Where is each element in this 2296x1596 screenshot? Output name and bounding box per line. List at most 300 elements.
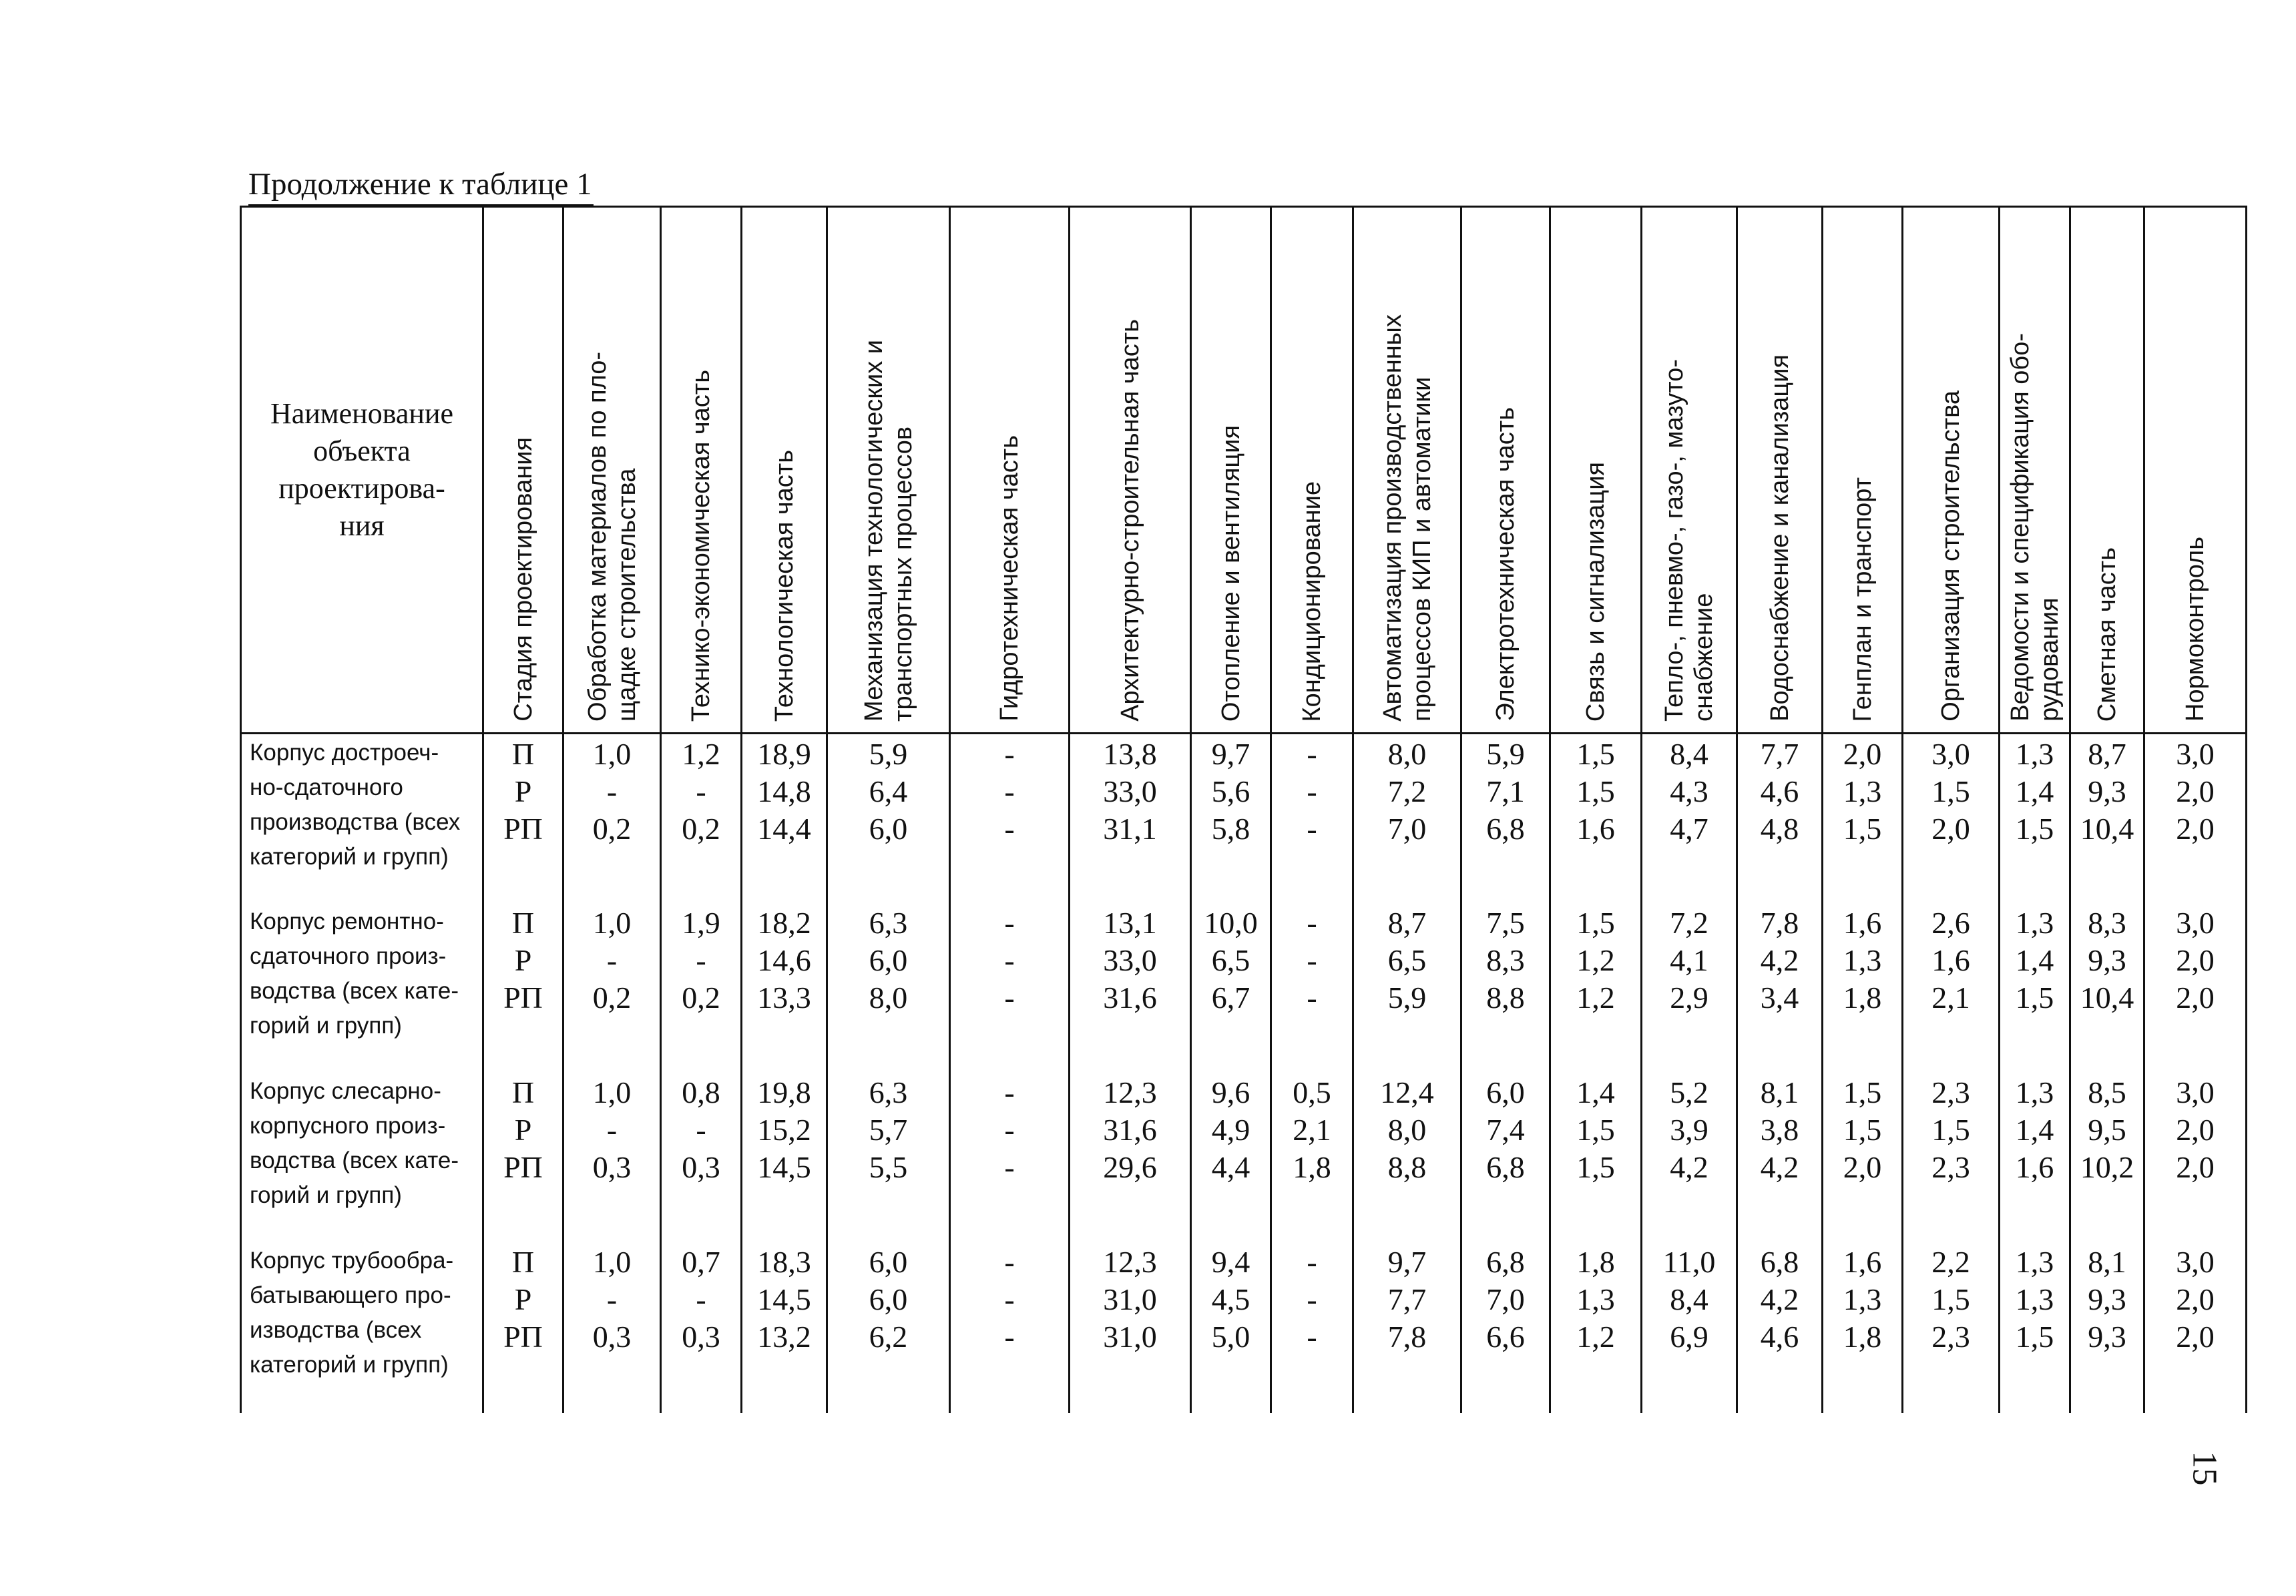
cell-value: -	[1004, 1282, 1015, 1316]
cell-value: 8,7	[2088, 737, 2126, 771]
value-cell	[2144, 1242, 2247, 1413]
cell-value: 13,3	[757, 980, 811, 1015]
value-cell	[2070, 1242, 2144, 1413]
object-name-line: Корпус трубообра-	[250, 1247, 454, 1274]
cell-value: 1,3	[2015, 737, 2054, 771]
stage-value: РП	[503, 1149, 543, 1184]
object-name-cell	[241, 1242, 483, 1413]
header-label: Водоснабжение и канализация	[1765, 354, 1794, 722]
value-cell	[1642, 734, 1737, 903]
value-cell	[1737, 1242, 1823, 1413]
cell-value: 5,9	[1387, 980, 1427, 1015]
header-label: Электротехническая часть	[1491, 407, 1520, 722]
cell-value: 8,8	[1387, 1149, 1427, 1184]
cell-value: 6,3	[869, 905, 908, 940]
table-caption: Продолжение к таблице 1	[248, 164, 594, 206]
object-name-line: производства (всех	[250, 809, 461, 835]
cell-value: 4,6	[1760, 774, 1799, 808]
cell-value: 6,8	[1760, 1244, 1799, 1279]
value-cell	[1823, 1242, 1903, 1413]
cell-value: 3,0	[2176, 1075, 2215, 1109]
cell-value: -	[606, 943, 618, 977]
cell-value: -	[1004, 1149, 1015, 1184]
cell-value: 9,4	[1211, 1244, 1250, 1279]
cell-value: 1,4	[1576, 1075, 1615, 1109]
cell-value: 0,2	[682, 980, 720, 1015]
cell-value: 2,0	[2176, 774, 2215, 808]
cell-value: -	[1307, 980, 1317, 1015]
object-name-line: батывающего про-	[250, 1282, 451, 1308]
cell-value: -	[696, 943, 706, 977]
stage-cell	[483, 734, 563, 903]
cell-value: -	[1307, 812, 1317, 846]
cell-value: 18,3	[757, 1244, 811, 1279]
header-row	[241, 207, 2247, 734]
cell-value: 6,8	[1486, 812, 1525, 846]
value-cell	[661, 1242, 742, 1413]
cell-value: 1,3	[1843, 1282, 1882, 1316]
header-label: Нормоконтроль	[2181, 537, 2209, 722]
header-estimate	[2070, 207, 2144, 734]
cell-value: 1,3	[2015, 1244, 2054, 1279]
header-label: Сметная часть	[2093, 547, 2121, 722]
value-cell	[1823, 903, 1903, 1073]
cell-value: 13,1	[1103, 905, 1157, 940]
cell-value: 2,0	[2176, 1319, 2215, 1354]
value-cell	[1737, 734, 1823, 903]
value-cell	[1550, 903, 1642, 1073]
cell-value: 1,0	[592, 1244, 632, 1279]
cell-value: 4,1	[1670, 943, 1708, 977]
stage-value: РП	[503, 812, 543, 846]
cell-value: 9,7	[1387, 1244, 1427, 1279]
cell-value: 4,7	[1670, 812, 1708, 846]
header-technological	[742, 207, 827, 734]
value-cell	[2070, 1073, 2144, 1242]
object-name-line: Корпус достроеч-	[250, 740, 439, 766]
cell-value: 14,5	[757, 1282, 811, 1316]
value-cell	[661, 734, 742, 903]
cell-value: 33,0	[1103, 943, 1157, 977]
cell-value: 0,3	[682, 1319, 720, 1354]
value-cell	[2000, 1073, 2070, 1242]
value-cell	[2000, 734, 2070, 903]
cell-value: 1,6	[1843, 905, 1882, 940]
stage-cell	[483, 1242, 563, 1413]
object-name-line: Корпус ремонтно-	[250, 908, 444, 935]
object-name-cell	[241, 903, 483, 1073]
cell-value: 4,4	[1211, 1149, 1250, 1184]
object-name-line: корпусного произ-	[250, 1112, 446, 1139]
value-cell	[661, 903, 742, 1073]
cell-value: 6,6	[1486, 1319, 1525, 1354]
cell-value: 9,3	[2088, 943, 2126, 977]
value-cell	[1191, 734, 1271, 903]
header-mechanization	[827, 207, 950, 734]
header-architecture	[1070, 207, 1191, 734]
value-cell	[1642, 1242, 1737, 1413]
cell-value: 0,5	[1293, 1075, 1331, 1109]
cell-value: -	[1004, 1319, 1015, 1354]
cell-value: 7,2	[1387, 774, 1427, 808]
object-name-line: категорий и групп)	[250, 844, 449, 870]
cell-value: 4,8	[1760, 812, 1799, 846]
cell-value: -	[1307, 1319, 1317, 1354]
cell-value: -	[606, 1112, 618, 1147]
cell-value: 3,0	[2176, 905, 2215, 940]
cell-value: 1,2	[1576, 943, 1615, 977]
value-cell	[563, 1242, 661, 1413]
value-cell	[1353, 1073, 1461, 1242]
cell-value: -	[1004, 905, 1015, 940]
stage-value: П	[511, 905, 535, 940]
header-materials	[563, 207, 661, 734]
value-cell	[1642, 1073, 1737, 1242]
cell-value: 9,3	[2088, 774, 2126, 808]
cell-value: -	[1004, 1075, 1015, 1109]
cell-value: 2,0	[2176, 1112, 2215, 1147]
header-name-line: объекта	[313, 435, 411, 467]
cell-value: 1,4	[2015, 943, 2054, 977]
value-cell	[2144, 1073, 2247, 1242]
cell-value: 2,0	[2176, 1149, 2215, 1184]
cell-value: 7,8	[1387, 1319, 1427, 1354]
cell-value: 1,3	[1843, 774, 1882, 808]
value-cell	[1823, 1073, 1903, 1242]
value-cell	[1461, 1073, 1550, 1242]
cell-value: 31,6	[1103, 980, 1157, 1015]
value-cell	[1191, 1073, 1271, 1242]
cell-value: 12,4	[1380, 1075, 1434, 1109]
cell-value: 15,2	[757, 1112, 811, 1147]
value-cell	[1461, 903, 1550, 1073]
cell-value: 4,3	[1670, 774, 1708, 808]
cell-value: 4,2	[1760, 1149, 1799, 1184]
cell-value: -	[1004, 1112, 1015, 1147]
cell-value: 33,0	[1103, 774, 1157, 808]
table-row	[241, 1073, 2247, 1242]
cell-value: 9,7	[1211, 737, 1250, 771]
value-cell	[2070, 734, 2144, 903]
cell-value: 5,9	[1486, 737, 1525, 771]
cell-value: -	[1307, 774, 1317, 808]
cell-value: 1,6	[1576, 812, 1615, 846]
cell-value: 2,0	[2176, 980, 2215, 1015]
cell-value: 6,5	[1211, 943, 1250, 977]
cell-value: 1,0	[592, 905, 632, 940]
cell-value: 3,0	[1931, 737, 1970, 771]
cell-value: 8,0	[1387, 737, 1427, 771]
value-cell	[563, 734, 661, 903]
cell-value: -	[696, 1112, 706, 1147]
value-cell	[1070, 734, 1191, 903]
cell-value: 1,3	[2015, 1282, 2054, 1316]
cell-value: 19,8	[757, 1075, 811, 1109]
cell-value: 8,7	[1387, 905, 1427, 940]
header-label: Технико-экономическая часть	[687, 369, 715, 722]
cell-value: 1,4	[2015, 774, 2054, 808]
header-label: Организация строительства	[1937, 390, 1965, 722]
cell-value: 31,1	[1103, 812, 1157, 846]
value-cell	[2000, 903, 2070, 1073]
value-cell	[950, 903, 1070, 1073]
cell-value: 4,5	[1211, 1282, 1250, 1316]
header-label: Связь и сигнализация	[1582, 461, 1610, 722]
cell-value: 7,8	[1760, 905, 1799, 940]
value-cell	[1550, 1242, 1642, 1413]
value-cell	[1191, 903, 1271, 1073]
cell-value: 8,3	[2088, 905, 2126, 940]
header-heat-supply	[1642, 207, 1737, 734]
cell-value: 14,4	[757, 812, 811, 846]
cell-value: 3,9	[1670, 1112, 1708, 1147]
cell-value: 0,8	[682, 1075, 720, 1109]
cell-value: 31,0	[1103, 1282, 1157, 1316]
cell-value: -	[1307, 1282, 1317, 1316]
value-cell	[2070, 903, 2144, 1073]
cell-value: 0,3	[592, 1149, 632, 1184]
value-cell	[1271, 1242, 1353, 1413]
cell-value: -	[606, 774, 618, 808]
cell-value: 14,5	[757, 1149, 811, 1184]
cell-value: 6,0	[1486, 1075, 1525, 1109]
value-cell	[2144, 734, 2247, 903]
value-cell	[1737, 903, 1823, 1073]
cell-value: 1,5	[1931, 1112, 1970, 1147]
header-norm-control	[2144, 207, 2247, 734]
cell-value: 1,5	[1843, 812, 1882, 846]
cell-value: 1,5	[1576, 774, 1615, 808]
cell-value: 3,8	[1760, 1112, 1799, 1147]
cell-value: 0,3	[682, 1149, 720, 1184]
cell-value: 6,0	[869, 812, 908, 846]
page-number: 15	[2185, 1450, 2224, 1486]
cell-value: 1,2	[1576, 1319, 1615, 1354]
cell-value: 1,3	[1843, 943, 1882, 977]
value-cell	[742, 1073, 827, 1242]
value-cell	[950, 1242, 1070, 1413]
header-label: Обработка материалов по пло- щадке строительства	[583, 352, 641, 722]
cell-value: 1,5	[1576, 737, 1615, 771]
value-cell	[1271, 1073, 1353, 1242]
value-cell	[1070, 903, 1191, 1073]
object-name-line: водства (всех кате-	[250, 1147, 459, 1173]
cell-value: 6,4	[869, 774, 908, 808]
stage-cell	[483, 903, 563, 1073]
cell-value: 1,3	[1576, 1282, 1615, 1316]
header-name-line: ния	[339, 509, 385, 542]
cell-value: 6,3	[869, 1075, 908, 1109]
value-cell	[1271, 734, 1353, 903]
value-cell	[1353, 1242, 1461, 1413]
value-cell	[1550, 1073, 1642, 1242]
cell-value: 10,2	[2080, 1149, 2134, 1184]
cell-value: -	[1307, 737, 1317, 771]
cell-value: 6,8	[1486, 1244, 1525, 1279]
value-cell	[1353, 903, 1461, 1073]
cell-value: 5,7	[869, 1112, 908, 1147]
cell-value: 8,0	[1387, 1112, 1427, 1147]
cell-value: 0,7	[682, 1244, 720, 1279]
cell-value: -	[1307, 905, 1317, 940]
cell-value: 1,8	[1843, 1319, 1882, 1354]
value-cell	[1271, 903, 1353, 1073]
cell-value: 5,5	[869, 1149, 908, 1184]
cell-value: 1,5	[1931, 1282, 1970, 1316]
cell-value: 7,1	[1486, 774, 1525, 808]
cell-value: 2,0	[2176, 1282, 2215, 1316]
value-cell	[1642, 903, 1737, 1073]
cell-value: 0,2	[682, 812, 720, 846]
value-cell	[1823, 734, 1903, 903]
cell-value: 10,4	[2080, 812, 2134, 846]
header-label: Отопление и вентиляция	[1216, 425, 1245, 722]
cell-value: 4,2	[1760, 1282, 1799, 1316]
table-row	[241, 903, 2247, 1073]
cell-value: 1,5	[2015, 812, 2054, 846]
stage-value: Р	[514, 1112, 532, 1147]
header-label: Архитектурно-строительная часть	[1116, 319, 1144, 722]
cell-value: 6,7	[1211, 980, 1250, 1015]
cell-value: 10,4	[2080, 980, 2134, 1015]
header-heating	[1191, 207, 1271, 734]
cell-value: 14,8	[757, 774, 811, 808]
table-row	[241, 734, 2247, 903]
cell-value: 1,6	[2015, 1149, 2054, 1184]
value-cell	[827, 1073, 950, 1242]
cell-value: 7,4	[1486, 1112, 1525, 1147]
value-cell	[1550, 734, 1642, 903]
cell-value: 6,0	[869, 943, 908, 977]
cell-value: 7,0	[1387, 812, 1427, 846]
cell-value: 7,7	[1387, 1282, 1427, 1316]
cell-value: 2,6	[1931, 905, 1970, 940]
cell-value: 8,0	[869, 980, 908, 1015]
object-name-line: Корпус слесарно-	[250, 1077, 441, 1104]
cell-value: 1,4	[2015, 1112, 2054, 1147]
cell-value: -	[696, 1282, 706, 1316]
cell-value: 1,5	[1576, 1112, 1615, 1147]
cell-value: 11,0	[1662, 1244, 1716, 1279]
cell-value: -	[1004, 943, 1015, 977]
cell-value: 2,1	[1931, 980, 1970, 1015]
cell-value: 0,2	[592, 812, 632, 846]
cell-value: -	[1004, 1244, 1015, 1279]
cell-value: 6,2	[869, 1319, 908, 1354]
cell-value: -	[1004, 737, 1015, 771]
cell-value: 12,3	[1103, 1244, 1157, 1279]
object-name-cell	[241, 734, 483, 903]
cell-value: 14,6	[757, 943, 811, 977]
cell-value: 5,6	[1211, 774, 1250, 808]
cell-value: 5,8	[1211, 812, 1250, 846]
value-cell	[1461, 1242, 1550, 1413]
cell-value: 4,9	[1211, 1112, 1250, 1147]
cell-value: 1,5	[2015, 1319, 2054, 1354]
header-label: Стадия проектирования	[509, 437, 537, 722]
cell-value: 1,3	[2015, 1075, 2054, 1109]
cell-value: 7,5	[1486, 905, 1525, 940]
cell-value: 1,0	[592, 737, 632, 771]
table-row	[241, 1242, 2247, 1413]
cell-value: 1,5	[1843, 1112, 1882, 1147]
object-name-line: но-сдаточного	[250, 774, 403, 800]
header-genplan	[1823, 207, 1903, 734]
value-cell	[950, 1073, 1070, 1242]
cell-value: 3,4	[1760, 980, 1799, 1015]
cell-value: 2,0	[2176, 812, 2215, 846]
cell-value: 0,3	[592, 1319, 632, 1354]
value-cell	[1903, 1073, 2000, 1242]
cell-value: 2,9	[1670, 980, 1708, 1015]
value-cell	[2144, 903, 2247, 1073]
header-label: Гидротехническая часть	[995, 435, 1023, 722]
cell-value: 2,0	[1843, 737, 1882, 771]
object-name-line: сдаточного произ-	[250, 943, 447, 969]
header-object-name	[241, 207, 483, 734]
cell-value: 1,3	[2015, 905, 2054, 940]
cell-value: 6,8	[1486, 1149, 1525, 1184]
stage-value: Р	[514, 943, 532, 977]
object-name-line: горий и групп)	[250, 1181, 402, 1208]
cell-value: 3,0	[2176, 737, 2215, 771]
cell-value: 2,1	[1293, 1112, 1331, 1147]
header-label: Технологическая часть	[770, 449, 798, 722]
header-communications	[1550, 207, 1642, 734]
value-cell	[827, 1242, 950, 1413]
header-construction-org	[1903, 207, 2000, 734]
value-cell	[2000, 1242, 2070, 1413]
cell-value: 10,0	[1204, 905, 1258, 940]
cell-value: 5,0	[1211, 1319, 1250, 1354]
value-cell	[950, 734, 1070, 903]
object-name-line: категорий и групп)	[250, 1351, 449, 1378]
cell-value: 8,4	[1670, 737, 1708, 771]
cell-value: 1,2	[1576, 980, 1615, 1015]
cell-value: 8,8	[1486, 980, 1525, 1015]
cell-value: 13,8	[1103, 737, 1157, 771]
value-cell	[563, 1073, 661, 1242]
cell-value: 1,2	[682, 737, 720, 771]
cell-value: -	[696, 774, 706, 808]
cell-value: 1,6	[1843, 1244, 1882, 1279]
cell-value: 8,5	[2088, 1075, 2126, 1109]
cell-value: -	[1004, 812, 1015, 846]
stage-value: П	[511, 737, 535, 771]
cell-value: 1,5	[2015, 980, 2054, 1015]
stage-value: Р	[514, 1282, 532, 1316]
cell-value: 8,4	[1670, 1282, 1708, 1316]
header-label: Механизация технологических и транспортных процессов	[859, 340, 917, 722]
cell-value: 6,5	[1387, 943, 1427, 977]
header-label: Ведомости и спецификация обо- рудования	[2006, 333, 2064, 722]
header-automation	[1353, 207, 1461, 734]
cell-value: 1,5	[1576, 1149, 1615, 1184]
cell-value: 5,9	[869, 737, 908, 771]
cell-value: 1,8	[1293, 1149, 1331, 1184]
cell-value: 1,5	[1576, 905, 1615, 940]
value-cell	[1191, 1242, 1271, 1413]
cell-value: 31,0	[1103, 1319, 1157, 1354]
cell-value: 9,6	[1211, 1075, 1250, 1109]
cell-value: -	[1307, 943, 1317, 977]
cell-value: 6,0	[869, 1282, 908, 1316]
value-cell	[827, 734, 950, 903]
cell-value: 1,6	[1931, 943, 1970, 977]
cell-value: 7,7	[1760, 737, 1799, 771]
data-table	[240, 206, 2247, 1413]
cell-value: 2,3	[1931, 1075, 1970, 1109]
